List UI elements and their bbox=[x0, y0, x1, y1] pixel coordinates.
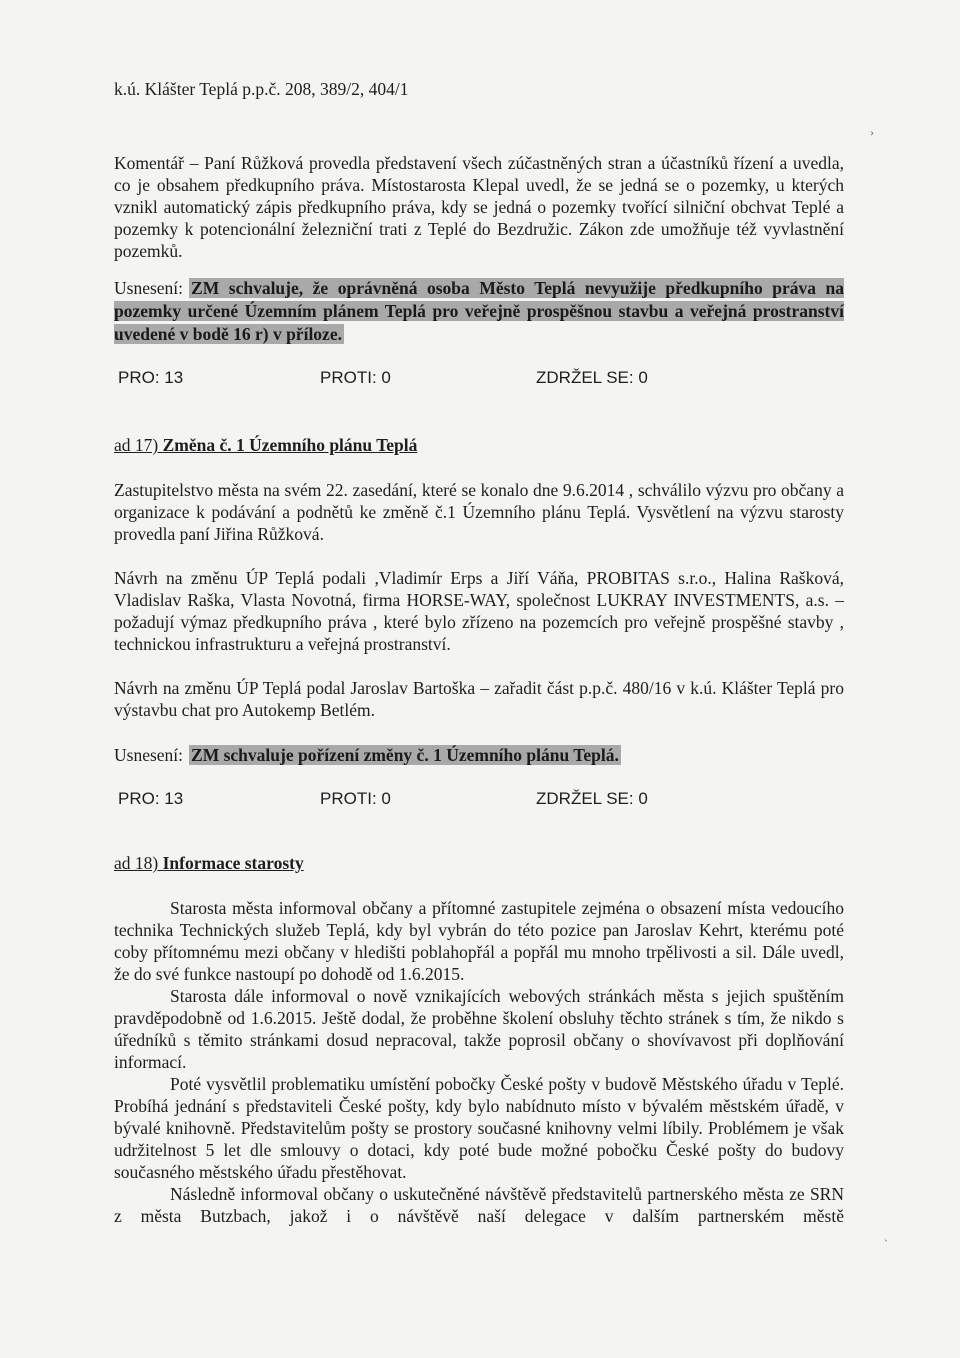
section-17-title: Změna č. 1 Územního plánu Teplá bbox=[162, 435, 418, 455]
votes-abstain: ZDRŽEL SE: 0 bbox=[536, 789, 648, 808]
paragraph-18-1: Starosta města informoval občany a přítomné zastupitele zejména o obsazení místa vedoucího technika Technických služeb Teplá, kdy byl vybrán do této pozice pan Jaroslav Kehrt, kterému poté coby přítomnému mezi občany v hledišti poblahopřál a popřál mu mnoho trpělivosti a sil. Dále uvedl, že do své funkce nastoupí po dohodě od 1.6.2015. bbox=[114, 898, 844, 984]
section-18-heading bbox=[114, 852, 304, 874]
paragraph-18-3: Poté vysvětlil problematiku umístění pobočky České pošty v budově Městského úřadu v Teplé. Probíhá jednání s představiteli České pošty, kdy bylo nabídnuto místo v bývalém městském úřadě, v bývalé knihovně. Představitelům pošty se prostory současné knihovny velmi líbily. Problémem je však udržitelnost 5 let dle smlouvy o dotaci, kdy poté bude možné pobočku České pošty do budovy současného městského úřadu přestěhovat. bbox=[114, 1074, 844, 1182]
paragraph-18-2: Starosta dále informoval o nově vznikajících webových stránkách města s jejich spuštěním pravděpodobně od 1.6.2015. Ještě dodal, že proběhne školení obsluhy těchto stránek s tím, že nikdo s úředníků s těmito stránkami dosud nepracoval, takže poprosil občany o shovívavost při doplňování informací. bbox=[114, 986, 844, 1072]
votes-against: PROTI: 0 bbox=[320, 368, 391, 387]
section-17-number: ad 17) bbox=[114, 435, 163, 455]
scan-speck: ˏ bbox=[884, 1228, 888, 1242]
cadastral-reference: k.ú. Klášter Teplá p.p.č. 208, 389/2, 404/1 bbox=[114, 79, 409, 99]
resolution-2 bbox=[114, 744, 844, 767]
paragraph-17-2: Návrh na změnu ÚP Teplá podali ,Vladimír Erps a Jiří Váňa, PROBITAS s.r.o., Halina Rašková, Vladislav Raška, Vlasta Novotná, firma HORSE-WAY, společnost LUKRAY INVESTMENTS, a.s. – požadují výmaz předkupního práva , které bylo zřízeno na pozemcích pro veřejně prospěšné stavby , technickou infrastrukturu a veřejná prostranství. bbox=[114, 568, 844, 654]
vote-result-1 bbox=[118, 368, 718, 392]
section-18-title: Informace starosty bbox=[162, 853, 304, 873]
paragraph-17-1: Zastupitelstvo města na svém 22. zasedání, které se konalo dne 9.6.2014 , schválilo výzvu pro občany a organizace k podávání a podnětů ke změně č.1 Územního plánu Teplá. Vysvětlení na výzvu starosty provedla paní Jiřina Růžková. bbox=[114, 480, 844, 544]
section-17-heading bbox=[114, 434, 417, 456]
resolution-1 bbox=[114, 277, 844, 346]
resolution-text: ZM schvaluje pořízení změny č. 1 Územního plánu Teplá. bbox=[191, 745, 619, 765]
scan-speck: › bbox=[870, 125, 874, 139]
votes-for: PRO: 13 bbox=[118, 789, 184, 808]
paragraph-18-4: Následně informoval občany o uskutečněné návštěvě představitelů partnerského města ze SRN z města Butzbach, jakož i o návštěvě naší delegace v dalším partnerském městě bbox=[114, 1184, 844, 1226]
resolution-text: ZM schvaluje, že oprávněná osoba Město Teplá nevyužije předkupního práva na pozemky určené Územním plánem Teplá pro veřejně prospěšnou stavbu a veřejná prostranství uvedené v bodě 16 r) v příloze. bbox=[114, 278, 844, 344]
votes-against: PROTI: 0 bbox=[320, 789, 391, 808]
section-18-number: ad 18) bbox=[114, 853, 163, 873]
vote-result-2 bbox=[118, 789, 718, 813]
comment-paragraph: Komentář – Paní Růžková provedla představení všech zúčastněných stran a účastníků řízení a uvedla, co je obsahem předkupního práva. Místostarosta Klepal uvedl, že se jedná se o pozemky, u kterých vznikl automatický zápis předkupního práva, kdy se jedná o pozemky tvořící silniční obchvat Teplé a pozemky k potencionální železniční trati z Teplé do Bezdružic. Zákon zde umožňuje též vyvlastnění pozemků. bbox=[114, 153, 844, 261]
votes-for: PRO: 13 bbox=[118, 368, 184, 387]
votes-abstain: ZDRŽEL SE: 0 bbox=[536, 368, 648, 387]
resolution-label: Usnesení: bbox=[114, 745, 184, 765]
paragraph-17-3: Návrh na změnu ÚP Teplá podal Jaroslav Bartoška – zařadit část p.p.č. 480/16 v k.ú. Klášter Teplá pro výstavbu chat pro Autokemp Betlém. bbox=[114, 678, 844, 720]
resolution-label: Usnesení: bbox=[114, 278, 184, 298]
